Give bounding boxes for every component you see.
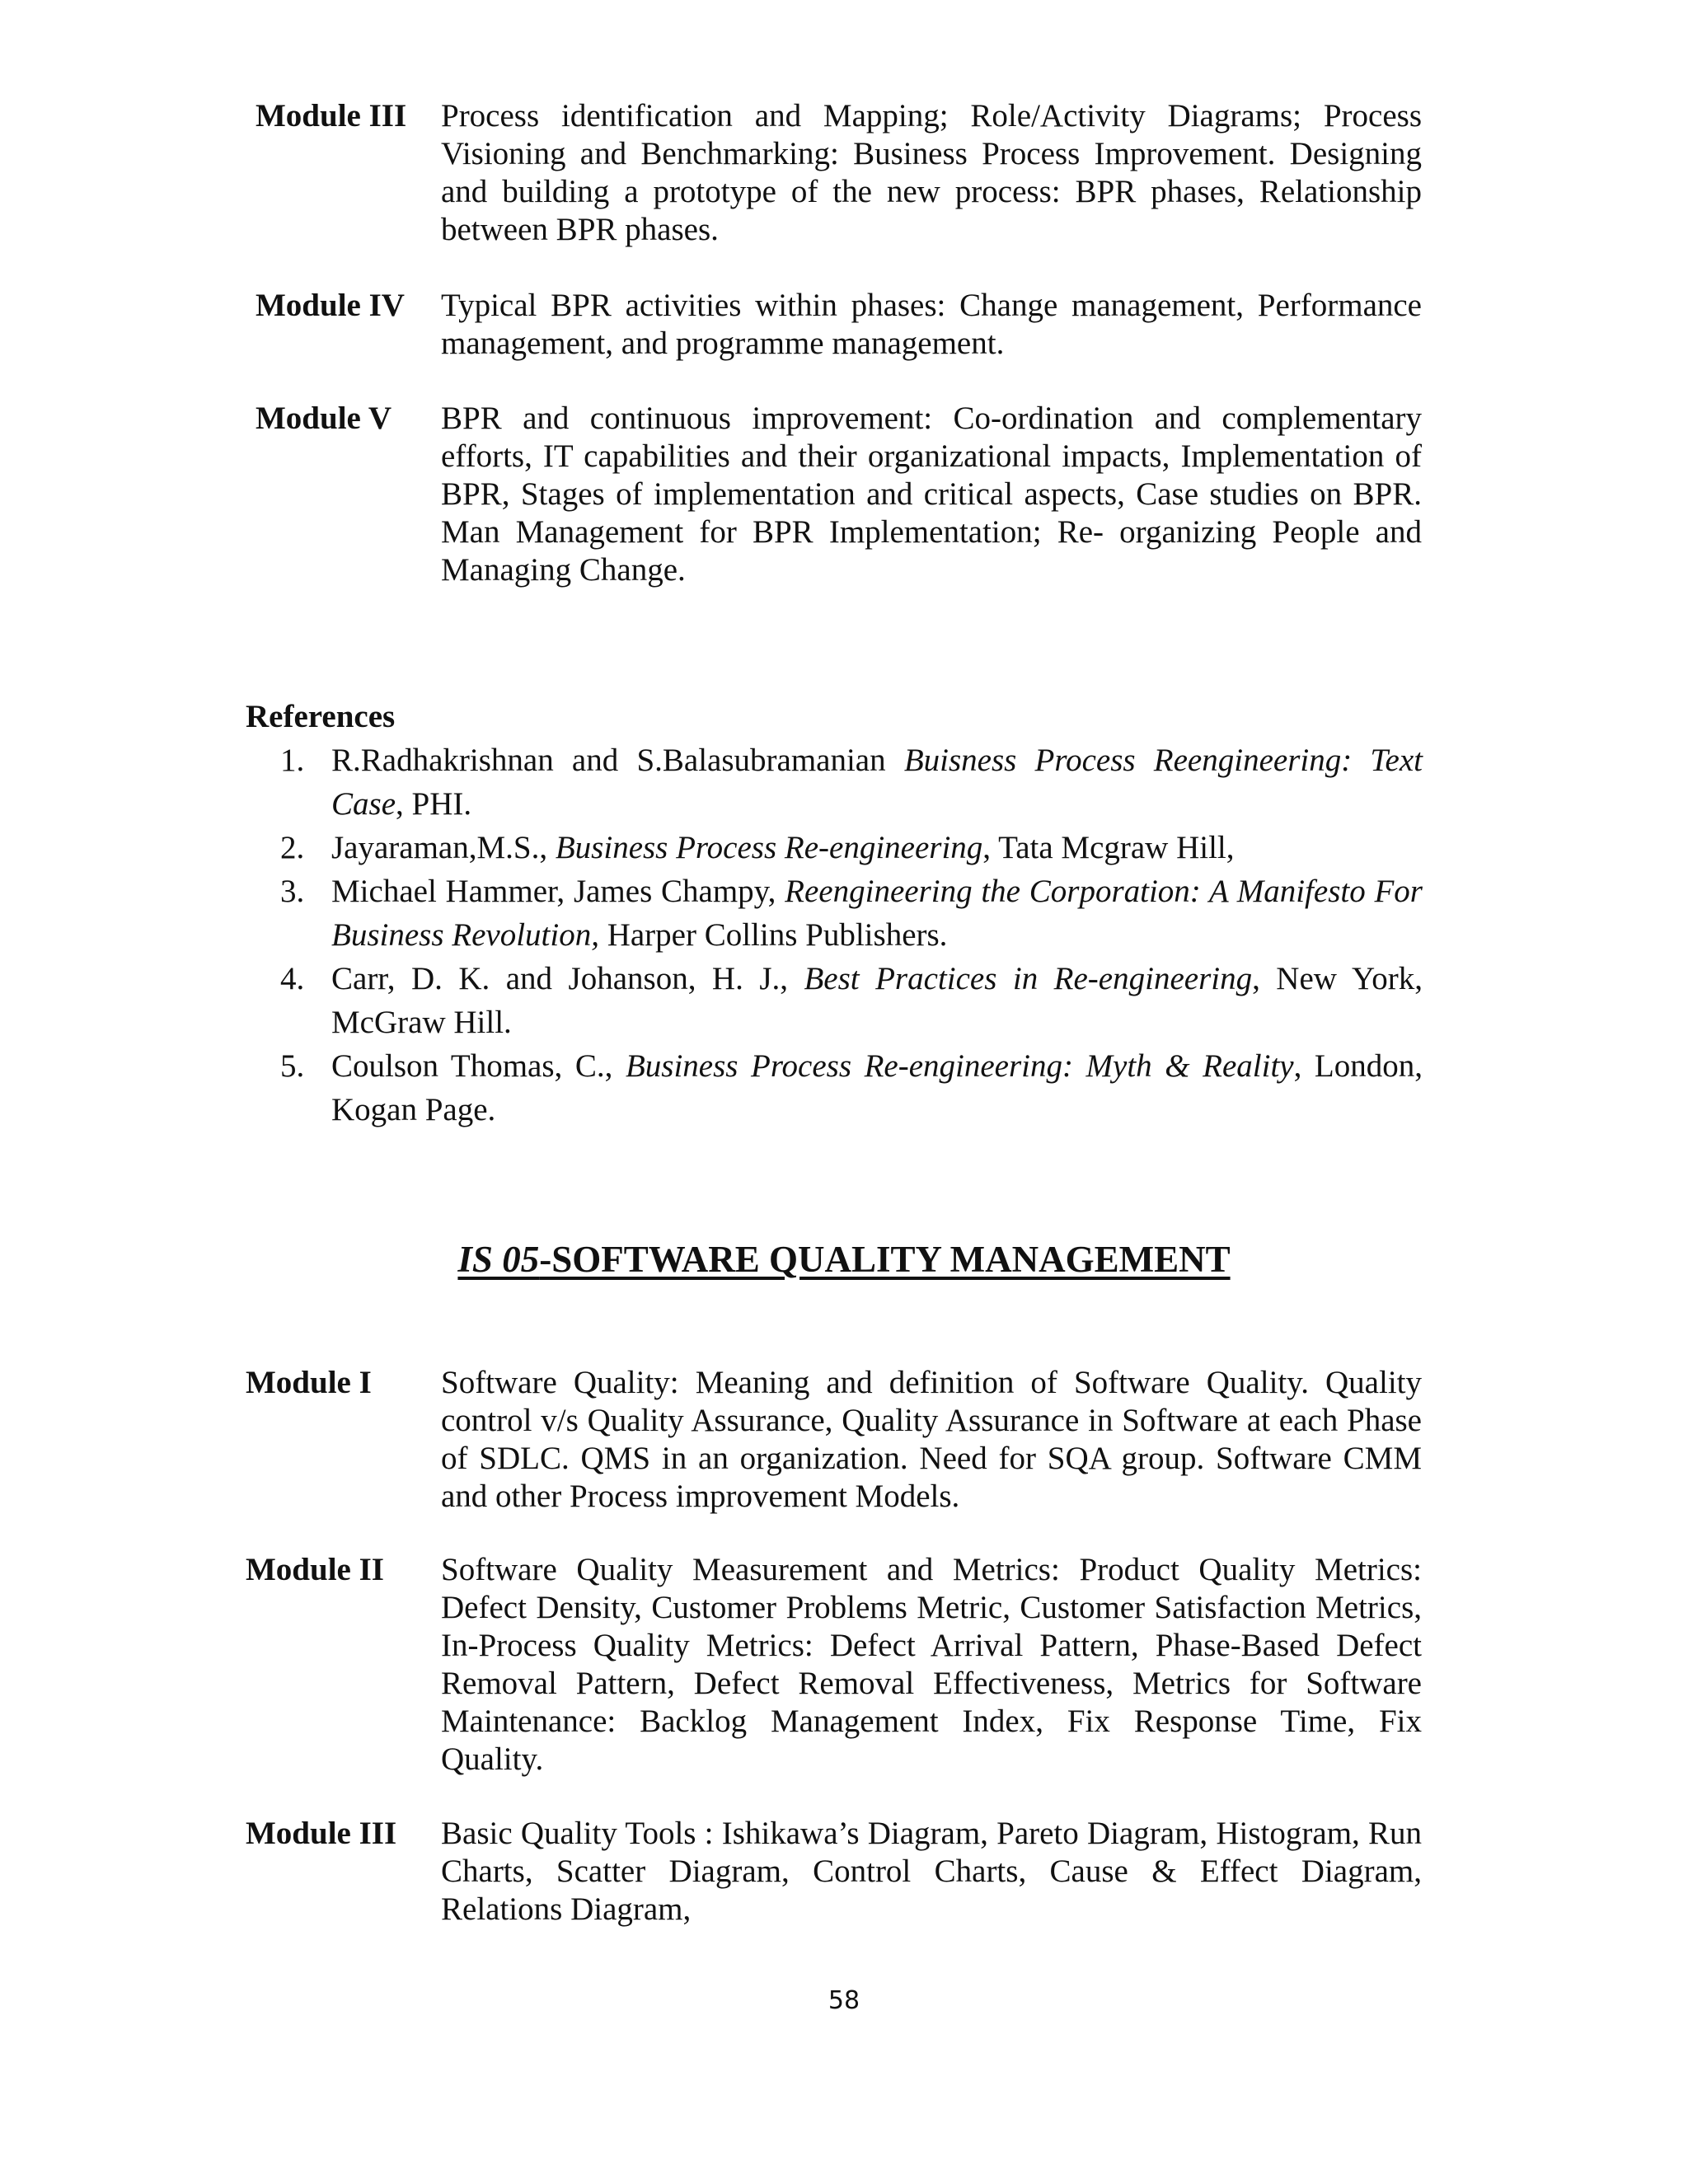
module-description: Software Quality Measurement and Metrics: Product Quality Metrics: Defect Density, Customer Problems Metric, Customer Satisfaction Metrics, In-Process Quality Metrics: Defect Arrival Pattern, Phase-Based Defect Removal Pattern, Defect Removal Effectiveness, Metrics for Software Maintenance: Backlog Management Index, Fix Response Time, Fix Quality. <box>441 1552 1422 1777</box>
reference-title: Best Practices in Re-engineering <box>804 961 1253 996</box>
reference-item <box>246 826 1423 869</box>
reference-item <box>246 957 1423 1044</box>
module-description: Process identification and Mapping; Role/Activity Diagrams; Process Visioning and Benchmarking: Business Process Improvement. Designing and building a prototype of the new process: BPR phases, Relationship between BPR phases. <box>441 98 1422 247</box>
module-description: Software Quality: Meaning and definition of Software Quality. Quality control v/s Quality Assurance, Quality Assurance in Software at each Phase of SDLC. QMS in an organization. Need for SQA group. Software CMM and other Process improvement Models. <box>441 1365 1422 1514</box>
reference-publisher: , New York, McGraw Hill. <box>331 961 1423 1040</box>
course-code: IS 05 <box>457 1239 540 1280</box>
module-label: Module IV <box>256 288 405 323</box>
reference-title: Buisness Process Reengineering: Text Case <box>331 743 1423 822</box>
section-title <box>0 1236 1688 1282</box>
reference-authors: R.Radhakrishnan and S.Balasubramanian <box>331 743 904 778</box>
module-description: Typical BPR activities within phases: Change management, Performance management, and programme management. <box>441 288 1422 361</box>
reference-title: Business Process Re-engineering <box>555 830 983 865</box>
module-label: Module I <box>246 1365 372 1400</box>
reference-authors: Jayaraman,M.S., <box>331 830 556 865</box>
module-label: Module II <box>246 1552 384 1587</box>
references-list <box>246 738 1423 1132</box>
reference-authors: Coulson Thomas, C., <box>331 1048 626 1084</box>
module-description: BPR and continuous improvement: Co-ordination and complementary efforts, IT capabilities and their organizational impacts, Implementation of BPR, Stages of implementation and critical aspects, Case studies on BPR. Man Management for BPR Implementation; Re- organizing People and Managing Change. <box>441 401 1422 588</box>
module-label: Module III <box>256 98 407 134</box>
reference-publisher: Harper Collins Publishers. <box>598 917 948 953</box>
reference-item <box>246 869 1423 957</box>
module-label: Module V <box>256 401 392 436</box>
reference-title: Reengineering the Corporation: A Manifesto For Business Revolution, <box>331 874 1423 953</box>
reference-item <box>246 738 1423 826</box>
course-title: -SOFTWARE QUALITY MANAGEMENT <box>539 1239 1231 1280</box>
references-heading: References <box>246 699 396 734</box>
reference-title: Business Process Re-engineering: Myth & Reality <box>625 1048 1294 1084</box>
reference-number: 1. <box>280 743 305 778</box>
reference-number: 2. <box>280 830 305 865</box>
reference-publisher: , Tata Mcgraw Hill, <box>982 830 1235 865</box>
reference-number: 5. <box>280 1048 305 1084</box>
reference-publisher: , London, Kogan Page. <box>331 1048 1423 1127</box>
reference-publisher: , PHI. <box>396 786 472 822</box>
page-number: 58 <box>828 1986 860 2015</box>
module-label: Module III <box>246 1816 397 1851</box>
reference-number: 3. <box>280 874 305 909</box>
reference-number: 4. <box>280 961 305 996</box>
reference-item <box>246 1044 1423 1132</box>
reference-authors: Carr, D. K. and Johanson, H. J., <box>331 961 804 996</box>
reference-authors: Michael Hammer, James Champy, <box>331 874 785 909</box>
module-description: Basic Quality Tools : Ishikawa’s Diagram, Pareto Diagram, Histogram, Run Charts, Scatter Diagram, Control Charts, Cause & Effect Diagram, Relations Diagram, <box>441 1816 1422 1927</box>
